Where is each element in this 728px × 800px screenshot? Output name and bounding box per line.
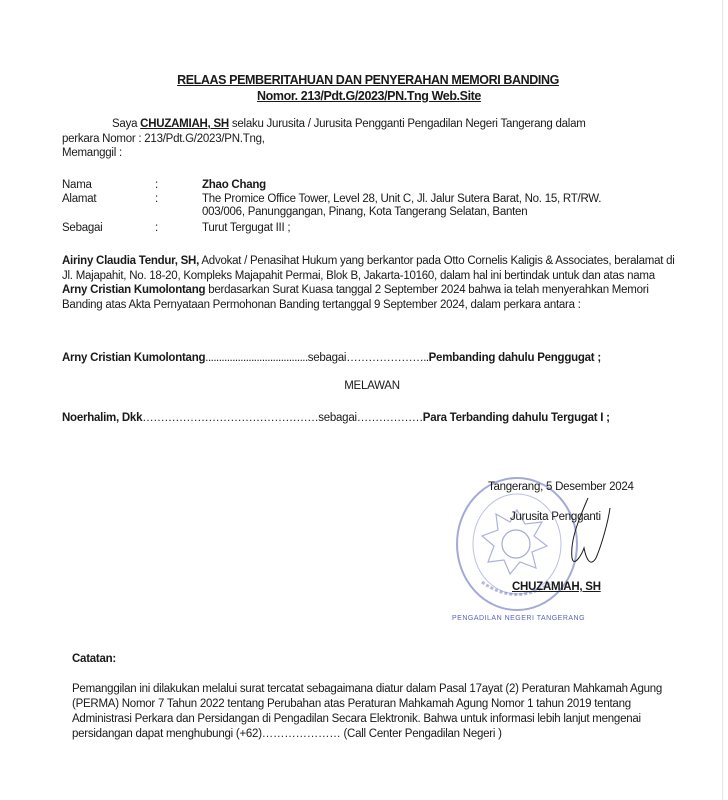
memanggil-label: Memanggil :: [62, 147, 122, 159]
dots: …………………..: [346, 352, 429, 364]
notes-title: Catatan:: [72, 653, 117, 665]
advocate-name: Airiny Claudia Tendur, SH,: [62, 255, 200, 267]
document-title: [0, 72, 728, 104]
seal-text: PENGADILAN NEGERI TANGERANG: [452, 615, 586, 622]
notes-body: Pemanggilan ini dilakukan melalui surat tercatat sebagaimana diatur dalam Pasal 17ayat (2) Peraturan Mahkamah Agung (PERMA) Nomor 7 Tahun 2022 tentang Perubahan atas Peraturan Mahkamah Agung Nomor 1 tahun 2019 tentang Administrasi Perkara dan Persidangan di Pengadilan Secara Elektronik. Bahwa untuk informasi lebih lanjut mengenai persidangan dapat menghubungi (+62)………………… (Call Center Pengadilan Negeri ): [72, 683, 663, 740]
respondent-role: Para Terbanding dahulu Tergugat I ;: [422, 412, 610, 424]
officer-role: selaku Jurusita / Jurusita Pengganti Pengadilan Negeri Tangerang dalam: [231, 118, 586, 130]
sign-place-date: Tangerang, 5 Desember 2024: [488, 481, 634, 493]
client-name: Arny Cristian Kumolontang: [62, 284, 206, 297]
sign-role: Jurusita Pengganti: [510, 511, 601, 523]
party-row-nama: [62, 179, 692, 193]
paragraph-text-1: Advokat / Penasihat Hukum yang berkantor pada Otto Cornelis Kaligis & Associates, beralamat di Jl. Majapahit, No. 18-20, Kompleks Majapahit Permai, Blok B, Jakarta-10160, dalam hal ini bertindak untuk dan atas nama: [62, 255, 675, 282]
respondent-line: [62, 411, 702, 425]
party-row-sebagai: [62, 222, 692, 236]
officer-name: CHUZAMIAH, SH: [140, 118, 229, 130]
sign-name: CHUZAMIAH, SH: [512, 581, 601, 593]
party-address-line1: The Promice Office Tower, Level 28, Unit C, Jl. Jalur Sutera Barat, No. 15, RT/RW.: [202, 192, 602, 205]
party-details: [62, 179, 692, 235]
appellant-name: Arny Cristian Kumolontang: [62, 352, 206, 364]
title-line-1: RELAAS PEMBERITAHUAN DAN PENYERAHAN MEMORI BANDING: [177, 73, 559, 87]
appellant-line: [62, 351, 702, 365]
dots: …………………………………………: [142, 412, 319, 424]
main-paragraph: [62, 254, 682, 312]
versus-label: MELAWAN: [344, 380, 400, 392]
page-edge: [722, 0, 723, 800]
title-line-2: Nomor. 213/Pdt.G/2023/PN.Tng Web.Site: [257, 89, 481, 103]
dots: ………………: [356, 412, 423, 424]
party-row-alamat: [62, 193, 692, 220]
case-number-line: perkara Nomor : 213/Pdt.G/2023/PN.Tng,: [62, 132, 265, 145]
respondent-name: Noerhalim, Dkk: [62, 412, 143, 424]
sebagai-label: sebagai: [307, 352, 347, 364]
signature-text: [488, 480, 698, 594]
intro-section: [62, 117, 682, 161]
appellant-role: Pembanding dahulu Penggugat ;: [428, 352, 601, 364]
colon: :: [155, 192, 158, 205]
colon: :: [155, 179, 158, 191]
label-alamat: Alamat: [62, 192, 97, 205]
colon: :: [155, 221, 158, 234]
party-address-line2: 003/006, Panunggangan, Pinang, Kota Tangerang Selatan, Banten: [202, 206, 528, 218]
party-name: Zhao Chang: [202, 179, 266, 191]
paragraph-text-2: berdasarkan Surat Kuasa tanggal 2 September 2024 bahwa ia telah menyerahkan Memori Banding atas Akta Pernyataan Permohonan Banding tertanggal 9 September 2024, dalam perkara antara :: [62, 284, 649, 311]
label-nama: Nama: [62, 179, 92, 191]
signature-block: [452, 472, 702, 632]
label-sebagai: Sebagai: [62, 221, 103, 234]
party-role: Turut Tergugat III ;: [202, 221, 291, 234]
intro-saya: Saya: [112, 118, 138, 130]
sebagai-label: sebagai: [318, 412, 357, 424]
dots: ......................................: [205, 352, 308, 364]
